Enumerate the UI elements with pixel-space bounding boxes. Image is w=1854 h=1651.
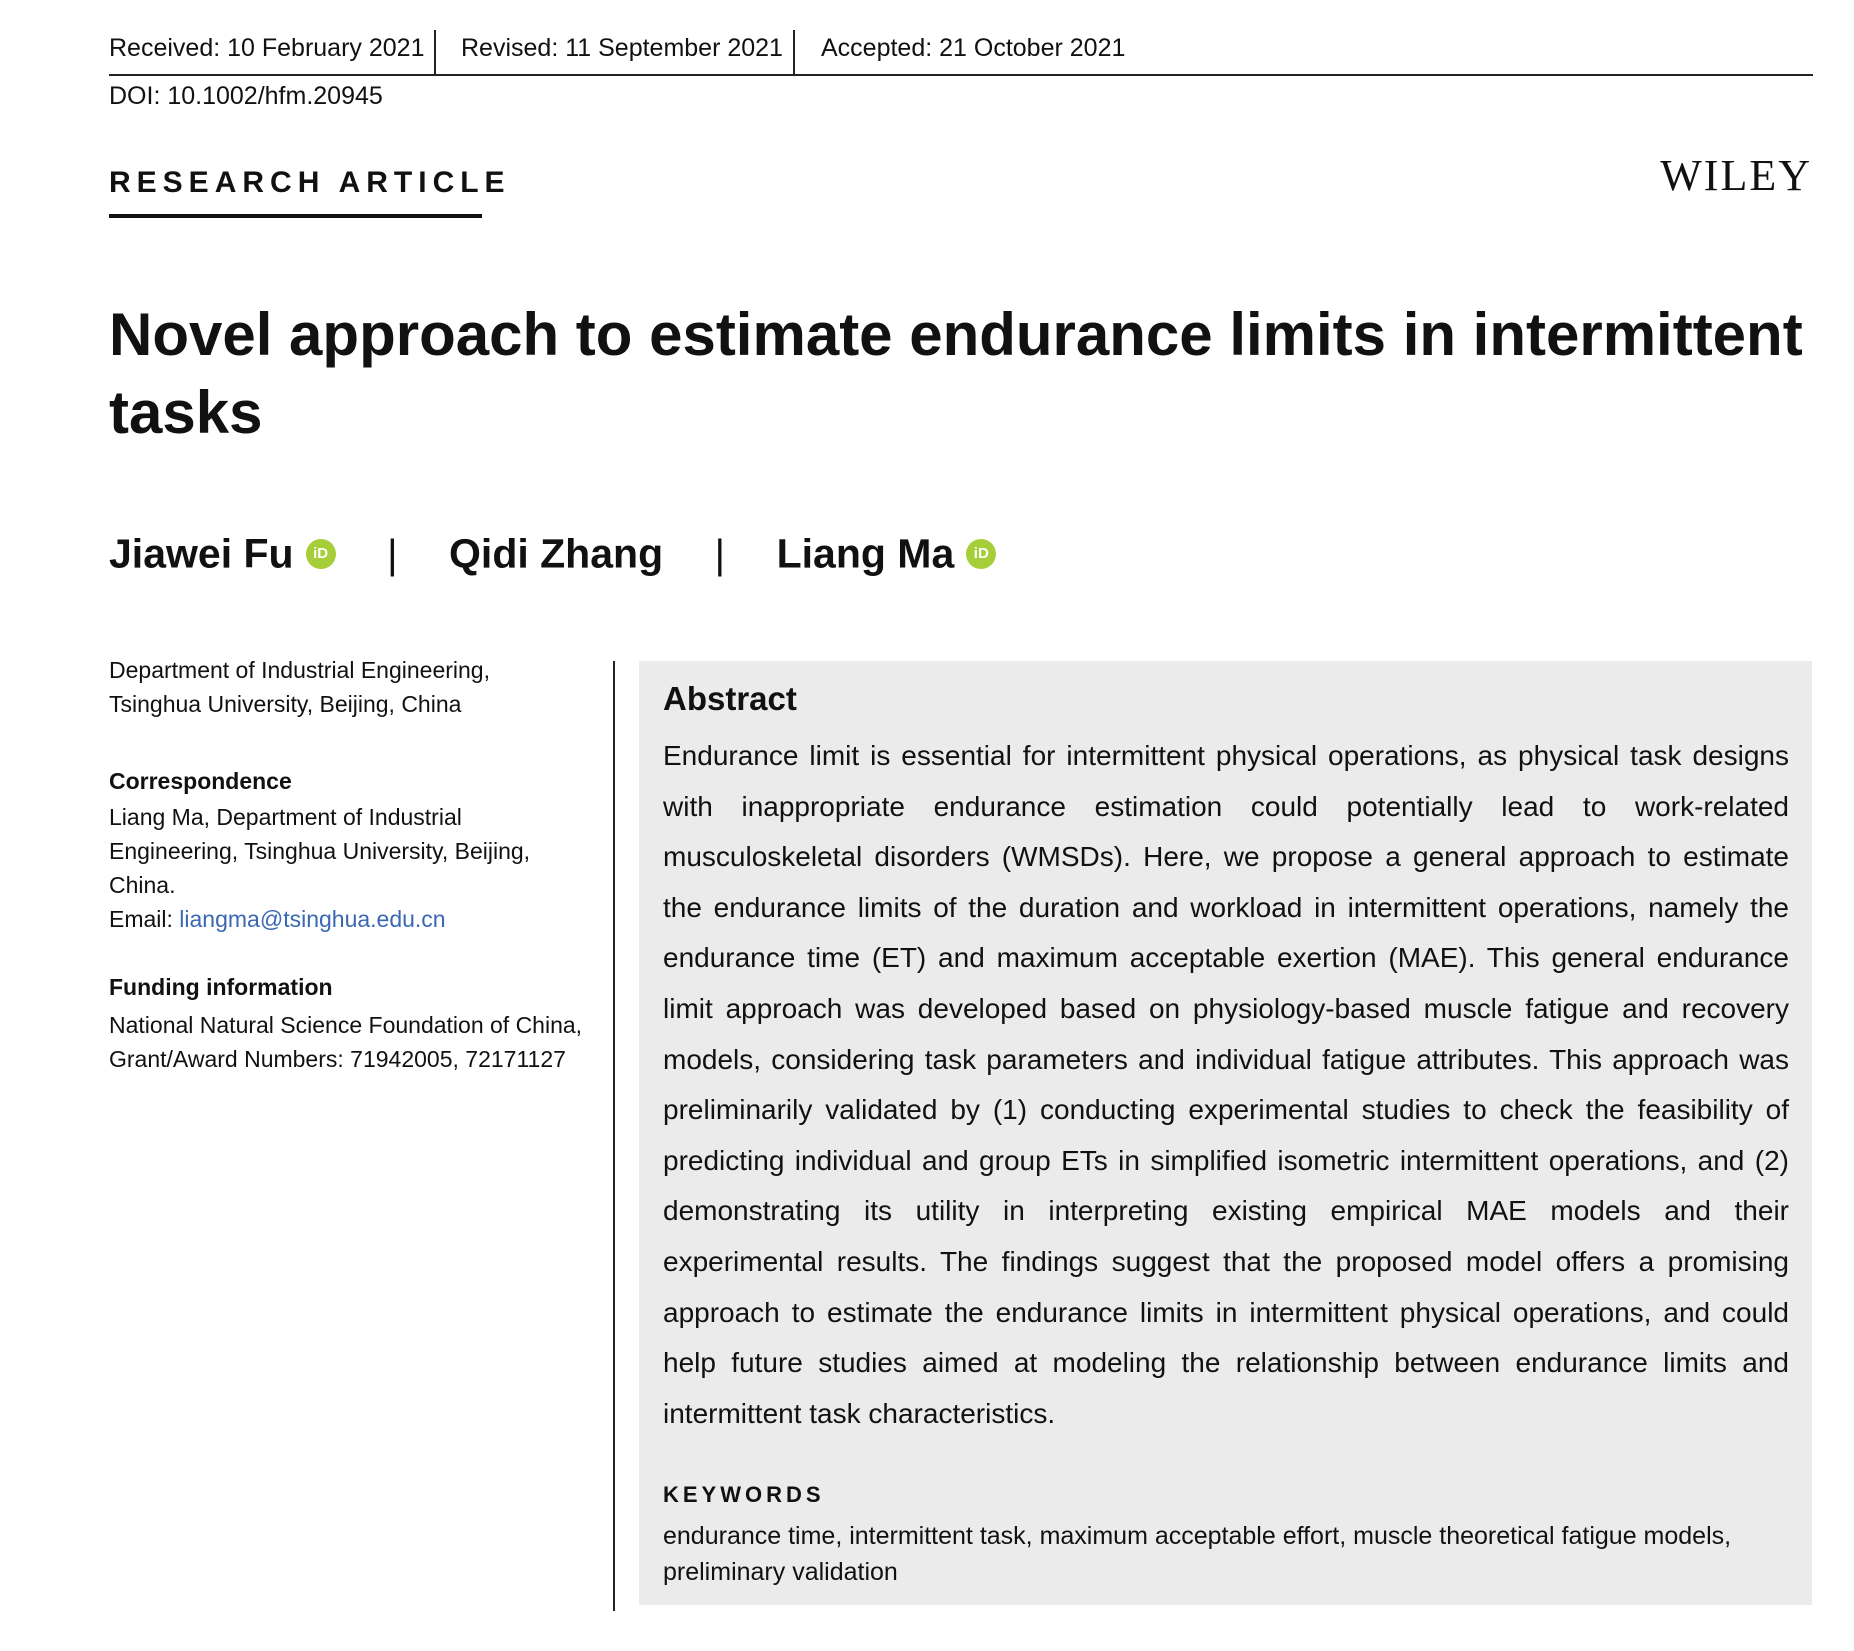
revised-date: Revised: 11 September 2021: [461, 34, 783, 62]
orcid-icon[interactable]: iD: [966, 539, 996, 569]
author-name[interactable]: Jiawei Fu: [109, 530, 294, 577]
author-list: [109, 528, 996, 578]
email-line: [109, 902, 609, 936]
correspondence-line: Liang Ma, Department of Industrial: [109, 804, 462, 830]
doi[interactable]: DOI: 10.1002/hfm.20945: [109, 82, 383, 110]
keywords-heading: KEYWORDS: [663, 1482, 825, 1507]
accepted-date: Accepted: 21 October 2021: [821, 34, 1126, 62]
column-divider: [613, 661, 615, 1611]
divider: [793, 30, 795, 74]
author-separator: |: [386, 530, 398, 577]
orcid-icon[interactable]: iD: [306, 539, 336, 569]
affiliation: [109, 653, 609, 721]
email-label: Email:: [109, 906, 180, 932]
received-date: Received: 10 February 2021: [109, 34, 425, 62]
keywords-text: endurance time, intermittent task, maximum acceptable effort, muscle theoretical fatigue models, preliminary validation: [663, 1522, 1732, 1586]
correspondence: [109, 764, 609, 936]
correspondence-line: Engineering, Tsinghua University, Beijing,: [109, 838, 531, 864]
publication-dates: [109, 30, 1813, 76]
divider: [434, 30, 436, 74]
publisher-logo: WILEY: [1660, 151, 1812, 200]
article-type-underline: [109, 214, 482, 218]
abstract-text: Endurance limit is essential for intermittent physical operations, as physical task designs with inappropriate endurance estimation could potentially lead to work-related musculoskeletal disorders (WMSDs). Here, we propose a general approach to estimate the endurance limits of the duration and workload in intermittent operations, namely the endurance time (ET) and maximum acceptable exertion (MAE). This general endurance limit approach was developed based on physiology-based muscle fatigue and recovery models, considering task parameters and individual fatigue attributes. This approach was preliminarily validated by (1) conducting experimental studies to check the feasibility of predicting individual and group ETs in simplified isometric intermittent operations, and (2) demonstrating its utility in interpreting existing empirical MAE models and their experimental results. The findings suggest that the proposed model offers a promising approach to estimate the endurance limits in intermittent physical operations, and could help future studies aimed at modeling the relationship between endurance limits and intermittent task characteristics.: [663, 740, 1789, 1429]
affiliation-line: Department of Industrial Engineering,: [109, 657, 490, 683]
correspondence-line: China.: [109, 872, 176, 898]
article-title: Novel approach to estimate endurance limits in intermittent tasks: [109, 301, 1803, 446]
abstract-heading: Abstract: [663, 680, 797, 717]
author-separator: |: [714, 530, 726, 577]
correspondence-heading: Correspondence: [109, 768, 292, 794]
funding-line: National Natural Science Foundation of China,: [109, 1012, 583, 1038]
email-link[interactable]: liangma@tsinghua.edu.cn: [179, 906, 446, 932]
funding-information: [109, 970, 609, 1076]
article-type: RESEARCH ARTICLE: [109, 166, 511, 199]
affiliation-line: Tsinghua University, Beijing, China: [109, 691, 462, 717]
funding-line: Grant/Award Numbers: 71942005, 72171127: [109, 1046, 566, 1072]
author-name[interactable]: Liang Ma: [776, 530, 955, 577]
author-name[interactable]: Qidi Zhang: [449, 530, 664, 577]
funding-heading: Funding information: [109, 974, 333, 1000]
